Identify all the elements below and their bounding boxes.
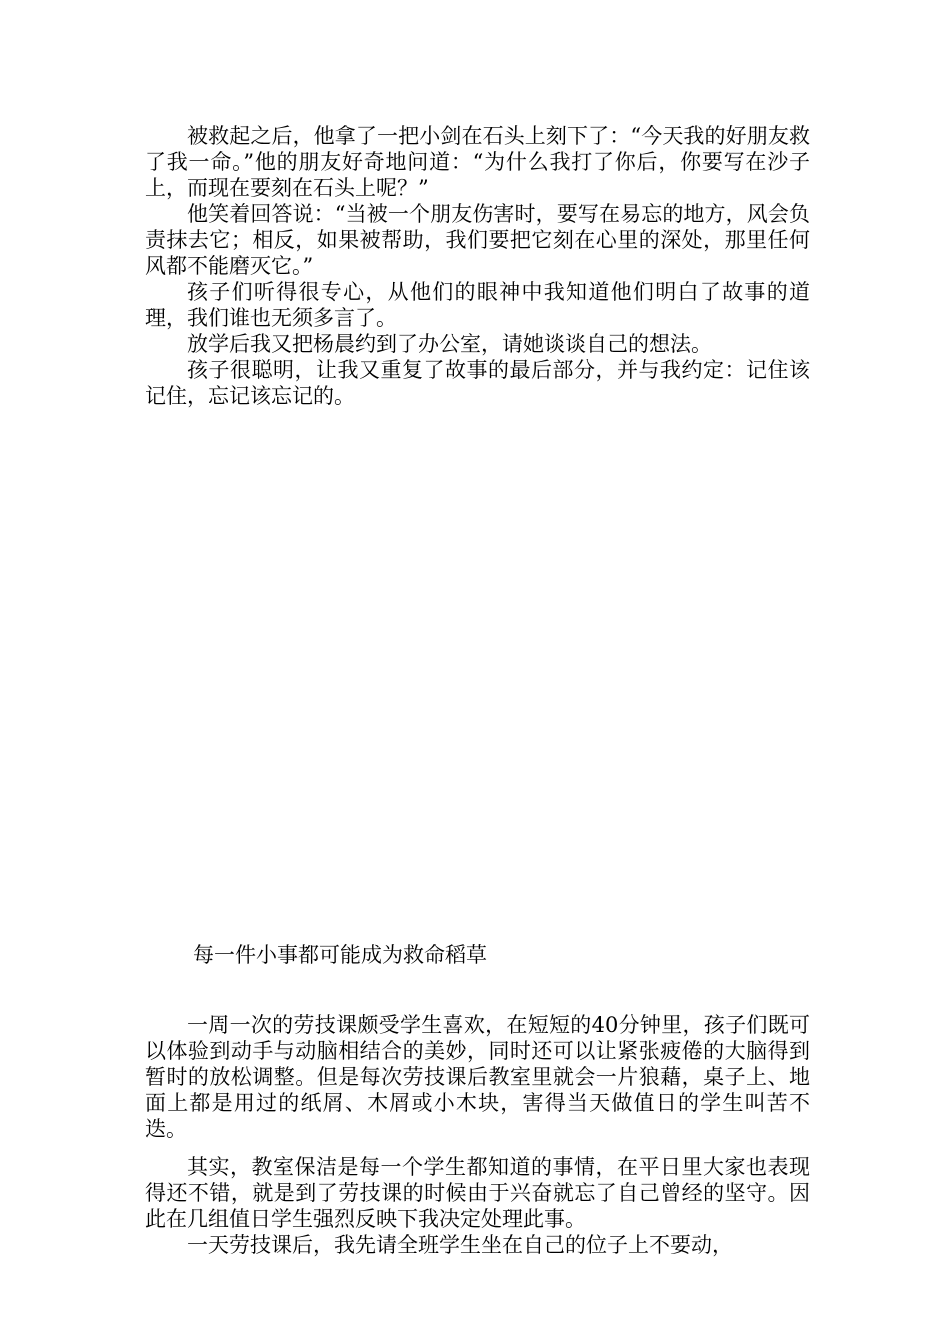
section-body (145, 1012, 810, 1258)
paragraph: 被救起之后，他拿了一把小剑在石头上刻下了：“今天我的好朋友救了我一命。”他的朋友好奇地问道：“为什么我打了你后，你要写在沙子上，而现在要刻在石头上呢？” (145, 124, 810, 200)
paragraph: 孩子们听得很专心，从他们的眼神中我知道他们明白了故事的道理，我们谁也无须多言了。 (145, 280, 810, 330)
paragraph: 一周一次的劳技课颇受学生喜欢，在短短的40分钟里，孩子们既可以体验到动手与动脑相结合的美妙，同时还可以让紧张疲倦的大脑得到暂时的放松调整。但是每次劳技课后教室里就会一片狼藉，桌子上、地面上都是用过的纸屑、木屑或小木块，害得当天做值日的学生叫苦不迭。 (145, 1013, 810, 1141)
paragraph: 放学后我又把杨晨约到了办公室，请她谈谈自己的想法。 (187, 332, 712, 356)
paragraph: 他笑着回答说：“当被一个朋友伤害时，要写在易忘的地方，风会负责抹去它；相反，如果被帮助，我们要把它刻在心里的深处，那里任何风都不能磨灭它。” (145, 202, 810, 278)
paragraph: 一天劳技课后，我先请全班学生坐在自己的位子上不要动， (187, 1233, 733, 1257)
story-continuation (145, 123, 810, 409)
paragraph: 孩子很聪明，让我又重复了故事的最后部分，并与我约定：记住该记住，忘记该忘记的。 (145, 358, 810, 408)
paragraph: 其实，教室保洁是每一个学生都知道的事情，在平日里大家也表现得还不错，就是到了劳技课的时候由于兴奋就忘了自己曾经的坚守。因此在几组值日学生强烈反映下我决定处理此事。 (145, 1155, 810, 1231)
section-title: 每一件小事都可能成为救命稻草 (193, 943, 487, 967)
